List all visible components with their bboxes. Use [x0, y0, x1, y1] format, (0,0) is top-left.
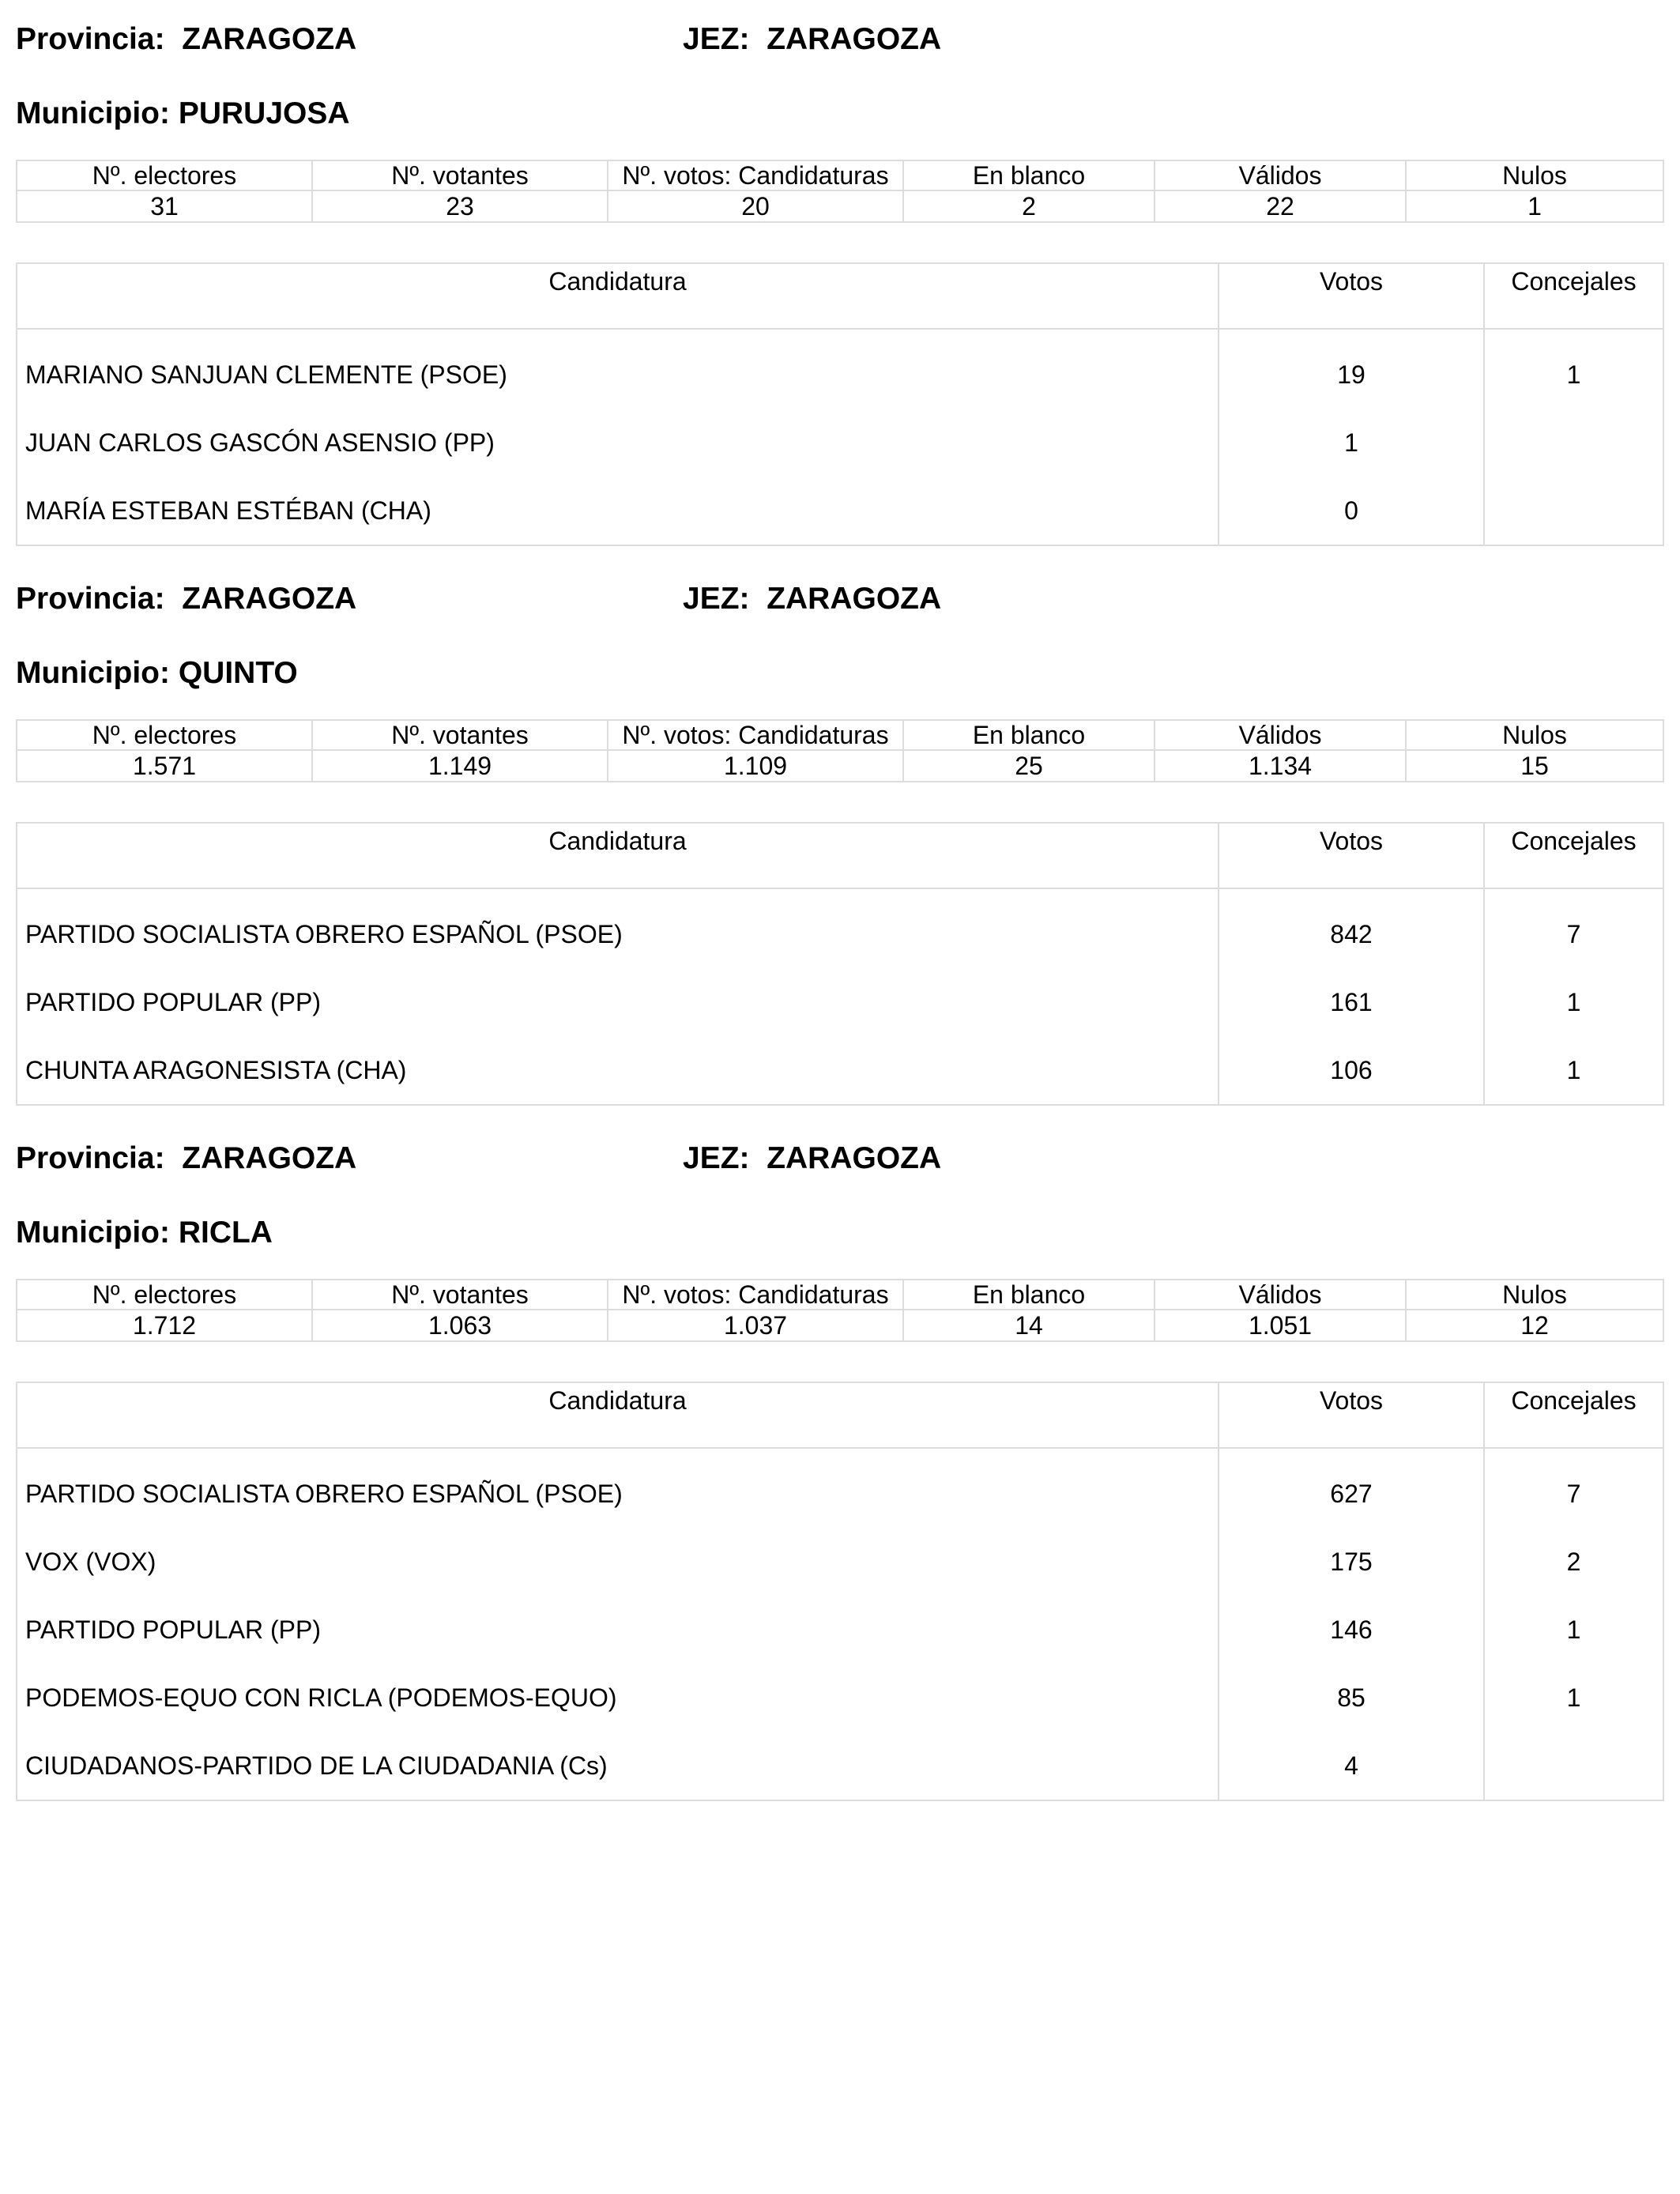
jez-heading — [683, 1135, 941, 1182]
concejales-cell: 7 — [1484, 888, 1663, 968]
summary-value-cell: 1.037 — [608, 1310, 903, 1341]
candidatura-cell: JUAN CARLOS GASCÓN ASENSIO (PP) — [25, 428, 495, 457]
summary-header-cell: En blanco — [903, 160, 1155, 190]
summary-value-cell: 1.571 — [17, 750, 312, 782]
summary-header-cell: Nº. votos: Candidaturas — [608, 160, 903, 190]
summary-values-row — [17, 190, 1663, 222]
summary-header-cell: En blanco — [903, 720, 1155, 750]
summary-value-cell: 14 — [903, 1310, 1155, 1341]
table-row — [17, 1528, 1663, 1596]
table-row — [17, 329, 1663, 409]
votos-cell: 4 — [1219, 1732, 1484, 1800]
municipio-section — [16, 16, 1663, 525]
summary-header-cell: Válidos — [1155, 1280, 1406, 1310]
municipio-label: Municipio: — [16, 1216, 170, 1250]
section-header — [16, 575, 1663, 623]
results-table — [16, 262, 1664, 546]
concejales-cell: 1 — [1484, 968, 1663, 1036]
candidatura-cell: CHUNTA ARAGONESISTA (CHA) — [25, 1056, 407, 1084]
concejales-header: Concejales — [1484, 823, 1663, 888]
section-header — [16, 16, 1663, 63]
municipio-value: QUINTO — [178, 656, 298, 690]
provincia-heading — [16, 1135, 356, 1182]
jez-heading — [683, 575, 941, 623]
summary-table — [16, 719, 1664, 782]
table-row — [17, 1732, 1663, 1800]
table-row — [17, 1664, 1663, 1732]
table-row — [17, 409, 1663, 477]
candidatura-header: Candidatura — [17, 823, 1219, 888]
jez-label: JEZ: — [683, 22, 750, 56]
summary-header-row — [17, 160, 1663, 190]
summary-value-cell: 12 — [1406, 1310, 1663, 1341]
municipio-label: Municipio: — [16, 656, 170, 690]
summary-header-cell: Nº. electores — [17, 160, 312, 190]
votos-cell: 19 — [1219, 329, 1484, 409]
summary-value-cell: 2 — [903, 190, 1155, 222]
summary-value-cell: 1.712 — [17, 1310, 312, 1341]
summary-header-cell: Válidos — [1155, 160, 1406, 190]
section-header — [16, 1135, 1663, 1182]
municipio-heading — [16, 90, 350, 138]
concejales-cell: 7 — [1484, 1448, 1663, 1528]
summary-header-row — [17, 1280, 1663, 1310]
votos-header: Votos — [1219, 1382, 1484, 1448]
summary-value-cell: 31 — [17, 190, 312, 222]
concejales-cell — [1484, 1732, 1663, 1800]
candidatura-cell: MARIANO SANJUAN CLEMENTE (PSOE) — [25, 360, 507, 389]
candidatura-header: Candidatura — [17, 1382, 1219, 1448]
votos-cell: 0 — [1219, 477, 1484, 545]
summary-value-cell: 20 — [608, 190, 903, 222]
concejales-cell: 1 — [1484, 329, 1663, 409]
table-row — [17, 1036, 1663, 1105]
votos-header: Votos — [1219, 823, 1484, 888]
municipio-heading — [16, 1209, 273, 1257]
summary-header-row — [17, 720, 1663, 750]
votos-cell: 106 — [1219, 1036, 1484, 1105]
candidatura-cell: MARÍA ESTEBAN ESTÉBAN (CHA) — [25, 496, 431, 525]
summary-header-cell: Válidos — [1155, 720, 1406, 750]
concejales-cell: 1 — [1484, 1596, 1663, 1664]
jez-label: JEZ: — [683, 582, 750, 616]
summary-values-row — [17, 1310, 1663, 1341]
candidatura-cell: PARTIDO SOCIALISTA OBRERO ESPAÑOL (PSOE) — [25, 1480, 623, 1508]
table-row — [17, 1448, 1663, 1528]
jez-value: ZARAGOZA — [767, 22, 942, 56]
votos-cell: 1 — [1219, 409, 1484, 477]
summary-header-cell: Nº. votos: Candidaturas — [608, 720, 903, 750]
candidatura-cell: PARTIDO SOCIALISTA OBRERO ESPAÑOL (PSOE) — [25, 920, 623, 948]
summary-value-cell: 1.051 — [1155, 1310, 1406, 1341]
summary-value-cell: 22 — [1155, 190, 1406, 222]
municipio-label: Municipio: — [16, 96, 170, 130]
provincia-heading — [16, 575, 356, 623]
results-header-row — [17, 263, 1663, 329]
summary-values-row — [17, 750, 1663, 782]
votos-cell: 627 — [1219, 1448, 1484, 1528]
municipio-value: PURUJOSA — [178, 96, 350, 130]
results-table — [16, 1382, 1664, 1801]
votos-cell: 85 — [1219, 1664, 1484, 1732]
results-header-row — [17, 1382, 1663, 1448]
summary-value-cell: 25 — [903, 750, 1155, 782]
results-header-row — [17, 823, 1663, 888]
provincia-label: Provincia: — [16, 22, 165, 56]
provincia-label: Provincia: — [16, 1141, 165, 1175]
summary-value-cell: 15 — [1406, 750, 1663, 782]
candidatura-cell: CIUDADANOS-PARTIDO DE LA CIUDADANIA (Cs) — [25, 1751, 608, 1780]
concejales-cell — [1484, 477, 1663, 545]
votos-cell: 161 — [1219, 968, 1484, 1036]
jez-value: ZARAGOZA — [767, 582, 942, 616]
summary-value-cell: 23 — [312, 190, 608, 222]
votos-header: Votos — [1219, 263, 1484, 329]
summary-header-cell: Nulos — [1406, 160, 1663, 190]
concejales-header: Concejales — [1484, 263, 1663, 329]
summary-header-cell: Nº. votantes — [312, 160, 608, 190]
summary-value-cell: 1 — [1406, 190, 1663, 222]
municipio-section — [16, 575, 1663, 1084]
concejales-cell — [1484, 409, 1663, 477]
summary-header-cell: Nulos — [1406, 720, 1663, 750]
summary-header-cell: Nº. electores — [17, 1280, 312, 1310]
results-table — [16, 822, 1664, 1106]
table-row — [17, 477, 1663, 545]
provincia-value: ZARAGOZA — [182, 582, 357, 616]
candidatura-cell: PODEMOS-EQUO CON RICLA (PODEMOS-EQUO) — [25, 1683, 617, 1712]
concejales-header: Concejales — [1484, 1382, 1663, 1448]
summary-header-cell: Nº. votos: Candidaturas — [608, 1280, 903, 1310]
concejales-cell: 2 — [1484, 1528, 1663, 1596]
summary-table — [16, 1279, 1664, 1342]
summary-header-cell: Nº. votantes — [312, 720, 608, 750]
provincia-value: ZARAGOZA — [182, 22, 357, 56]
jez-label: JEZ: — [683, 1141, 750, 1175]
table-row — [17, 888, 1663, 968]
municipio-heading — [16, 650, 298, 697]
municipio-value: RICLA — [178, 1216, 273, 1250]
candidatura-cell: VOX (VOX) — [25, 1547, 156, 1576]
table-row — [17, 1596, 1663, 1664]
jez-heading — [683, 16, 941, 63]
provincia-value: ZARAGOZA — [182, 1141, 357, 1175]
provincia-heading — [16, 16, 356, 63]
candidatura-cell: PARTIDO POPULAR (PP) — [25, 988, 321, 1016]
jez-value: ZARAGOZA — [767, 1141, 942, 1175]
votos-cell: 146 — [1219, 1596, 1484, 1664]
provincia-label: Provincia: — [16, 582, 165, 616]
summary-header-cell: Nº. votantes — [312, 1280, 608, 1310]
candidatura-header: Candidatura — [17, 263, 1219, 329]
votos-cell: 842 — [1219, 888, 1484, 968]
concejales-cell: 1 — [1484, 1664, 1663, 1732]
summary-header-cell: Nulos — [1406, 1280, 1663, 1310]
table-row — [17, 968, 1663, 1036]
summary-header-cell: En blanco — [903, 1280, 1155, 1310]
summary-value-cell: 1.109 — [608, 750, 903, 782]
municipio-section — [16, 1135, 1663, 1780]
summary-value-cell: 1.149 — [312, 750, 608, 782]
candidatura-cell: PARTIDO POPULAR (PP) — [25, 1615, 321, 1644]
summary-header-cell: Nº. electores — [17, 720, 312, 750]
summary-table — [16, 160, 1664, 223]
concejales-cell: 1 — [1484, 1036, 1663, 1105]
summary-value-cell: 1.134 — [1155, 750, 1406, 782]
votos-cell: 175 — [1219, 1528, 1484, 1596]
summary-value-cell: 1.063 — [312, 1310, 608, 1341]
